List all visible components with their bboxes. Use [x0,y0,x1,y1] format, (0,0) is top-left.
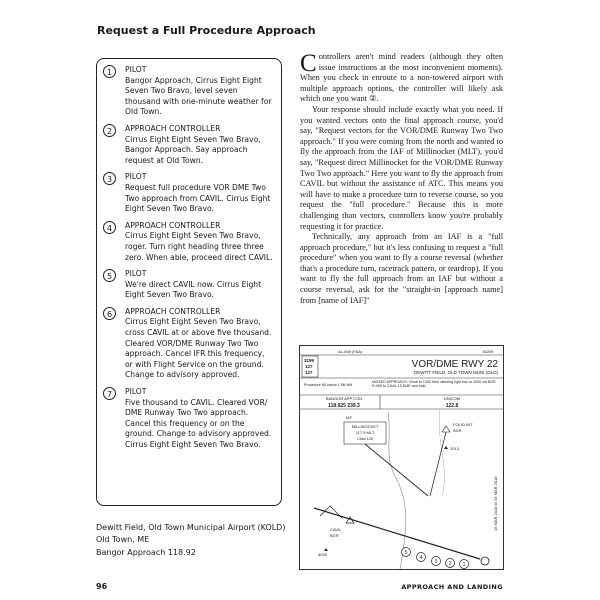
feeder-route-line [365,444,428,496]
radio-message: Five thousand to CAVIL. Cleared VOR/ DME Runway Two Two approach. Cancel this frequency or on the ground. Change to advisory approved. Cirrus Eight Eight Seven Two Bravo. [125,397,272,449]
apch-crs-value: 127 [305,364,313,369]
radio-message: Cirrus Eight Eight Seven Two Bravo, roger. Turn right heading three three zero. When able, proceed direct CAVIL. [125,231,273,262]
speaker-role: APPROACH CONTROLLER [125,123,221,133]
dialog-entry-3 [103,172,273,214]
elevation-2013: 2013 [450,446,459,451]
approach-plate-drawing [300,346,503,569]
airport-symbol-icon [481,557,489,565]
dialog-entry-6 [103,307,273,381]
folio-fix-icon [442,426,450,432]
body-text-column [300,52,503,306]
approach-frequency: Bangor Approach 118.92 [96,547,196,557]
running-footer: APPROACH AND LANDING [401,583,503,591]
dialog-entry-7 [103,387,273,451]
paragraph-2: Your response should include exactly what you need. If you wanted vectors onto the final approach course, you'd say, "Request vectors for the VOR/DME Runway Two Two approach." If you were coming from the north and wanted to fly the approach from the IAF of Millinocket (MLT), you'd say, "Request direct Millinocket for the VOR/DME Runway Two Two approach." Here you want to fly the approach from CAVIL but without the assistance of ATC. This means you will have to make a procedure turn to reverse course, so you request the "full procedure." Because this is more challenging than vectors, controllers know you're probably requesting it for practice. [300,104,503,231]
chart-header-right: 16259 [482,349,494,354]
stepdown-markers [402,548,469,569]
radio-message: Request full procedure VOR DME Two Two approach from CAVIL. Cirrus Eight Eight Seven Two Bravo. [125,182,271,214]
airport-line: DEWITT FIELD, OLD TOWN MUNI (OLD) [413,370,498,375]
dialog-entry-1 [103,65,273,118]
dialog-entry-4 [103,221,273,263]
apch-crs-value: 127 [305,370,313,375]
terrain-line [439,409,444,496]
speaker-role: APPROACH CONTROLLER [125,306,221,316]
dialog-entry-2 [103,124,273,166]
missed-approach-box [372,380,500,394]
speaker-role: PILOT [125,387,147,397]
elevation-4025: 4025 [318,552,327,557]
speaker-role: APPROACH CONTROLLER [125,220,221,230]
approach-plate-chart [299,345,504,570]
drop-cap: C [300,50,317,77]
stepdown-number: 1 [462,562,466,568]
radio-message: Bangor Approach, Cirrus Eight Eight Seven Two Bravo, level seven thousand with one-minute weather for Old Town. [125,75,272,117]
paragraph-3: Technically, any approach from an IAF is a "full approach procedure," but it's less confusing to request a "full procedure" when you want to fly a course reversal (whether that's a procedure turn, racetrack pattern, or teardrop). If you want to fly the full approach from an IAF but without a course reversal, ask for the "straight-in [approach name] from [name of IAF]" [300,232,503,305]
speaker-role: PILOT [125,269,147,279]
river-line [388,412,406,569]
unicom-frequency: 122.8 [445,403,459,409]
obstacle-icon [324,548,328,551]
step-number-badge: 6 [103,307,116,320]
cavil-bgr: BGR [330,533,339,538]
step-number-badge: 1 [103,65,116,78]
stepdown-number: 3 [434,559,438,565]
procedure-title: VOR/DME RWY 22 [411,359,498,370]
step-number-badge: 7 [103,387,116,400]
folio-fix: BGR [453,428,462,433]
page-number: 96 [96,582,108,591]
dialog-entry-5 [103,269,273,301]
chart-effective-dates: 15 MAR 2018 to 29 MAR 2018 [493,476,498,531]
airport-city: Old Town, ME [96,535,150,545]
mlt-frequency: 117.9 MLT [355,430,375,435]
step-number-badge: 4 [103,221,116,234]
mlt-name: MILLINOCKET [351,424,379,429]
speaker-role: PILOT [125,65,147,74]
paragraph-1-text: ontrollers aren't mind readers (although they often issue instructions at the most inconvenient moments). When you check in enroute to a non-towered airport with multiple approach options, the controller will likely ask which one you want ②. [300,52,503,104]
page-title: Request a Full Procedure Approach [97,24,316,37]
unicom-label: UNICOM [443,396,461,401]
radio-dialog-box [96,58,282,506]
radio-message: We're direct CAVIL now. Cirrus Eight Eight Seven Two Bravo. [125,279,262,300]
airport-info [96,522,285,559]
missed-approach-text: MISSED APPROACH: Climb to 1300 then climbing right turn to 3000 via BGR R-069 to CAVIL 15 DME and hold. [372,380,496,389]
iaf-label: IAF [346,416,352,420]
procedure-note: Procedure NA below 1.5M NM [304,383,353,387]
final-approach-course [314,508,480,559]
radio-message: Cirrus Eight Eight Seven Two Bravo, cross CAVIL at or above five thousand. Cleared VOR/DME Runway Two Two approach. Cancel IFR this frequency, or with Flight Service on the ground. Change to advisory approved. [125,317,272,380]
apch-crs-value: 3199 [304,358,315,363]
step-number-badge: 5 [103,269,116,282]
radio-message: Cirrus Eight Eight Seven Two Bravo, Bangor Approach. Say approach request at Old Town. [125,134,261,165]
paragraph-1 [300,52,503,105]
step-number-badge: 2 [103,124,116,137]
folio-label: FOLIO INT [453,422,473,427]
airport-name: Dewitt Field, Old Town Municipal Airport (KOLD) [96,523,286,532]
chart-header-left: AL-849 (FAA) [338,349,363,354]
approach-control-freqs: 118.925 239.3 [328,403,360,409]
stepdown-number: 2 [448,561,452,567]
stepdown-number: 5 [404,550,408,556]
step-number-badge: 3 [103,172,116,185]
cavil-label: CAVIL [330,527,342,532]
approach-control-label: BANGOR APP CON [325,396,363,401]
obstacle-icon [444,446,448,449]
speaker-role: PILOT [125,172,147,182]
mlt-channel: Chan 126 [357,437,373,441]
stepdown-number: 4 [419,555,423,561]
